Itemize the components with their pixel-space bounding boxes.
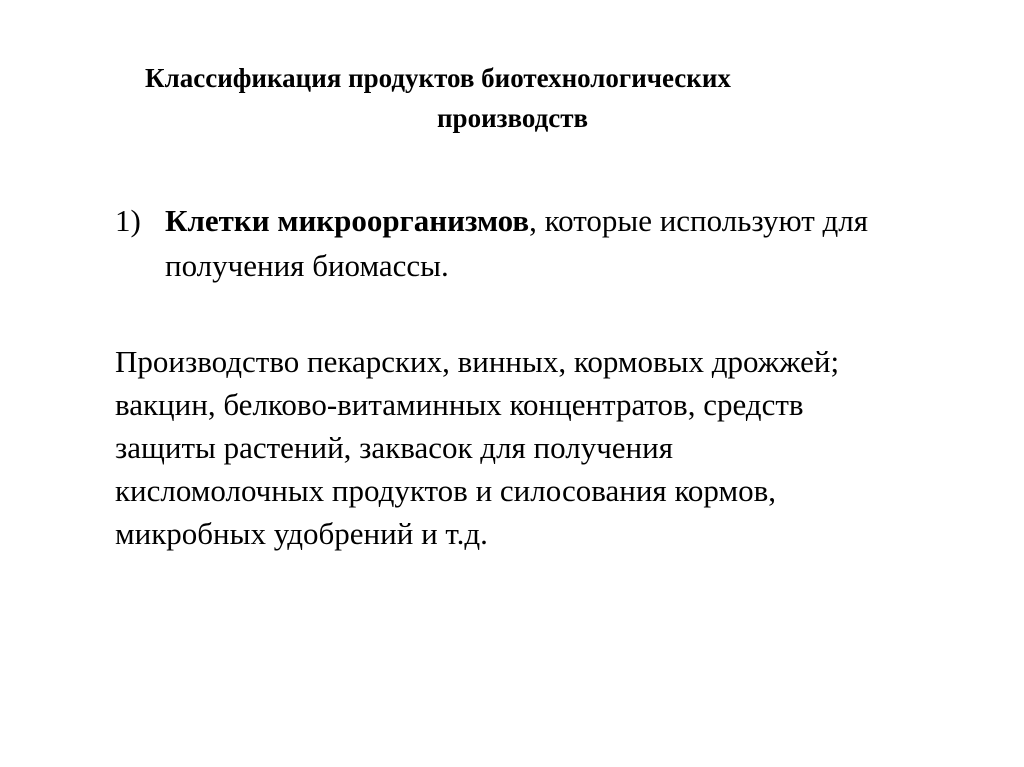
numbered-list-item bbox=[115, 198, 975, 288]
paragraph-line: защиты растений, заквасок для получения bbox=[115, 430, 673, 465]
list-item-bold-term: Клетки микроорганизмов bbox=[165, 203, 530, 238]
paragraph-line: кисломолочных продуктов и силосования кормов, bbox=[115, 473, 776, 508]
slide-title-line-1: Классификация продуктов биотехнологических bbox=[145, 63, 731, 93]
paragraph-line: микробных удобрений и т.д. bbox=[115, 516, 488, 551]
list-item-text-rest: , которые используют для bbox=[529, 203, 868, 238]
paragraph-line: Производство пекарских, винных, кормовых дрожжей; bbox=[115, 344, 840, 379]
body-paragraph bbox=[115, 340, 985, 555]
list-item-text-line-2: получения биомассы. bbox=[165, 248, 449, 283]
paragraph-line: вакцин, белково-витаминных концентратов, средств bbox=[115, 387, 804, 422]
slide-title bbox=[100, 58, 930, 138]
list-item-text bbox=[165, 198, 975, 288]
slide-title-line-2: производств bbox=[437, 103, 589, 133]
list-item-number: 1) bbox=[115, 203, 141, 238]
